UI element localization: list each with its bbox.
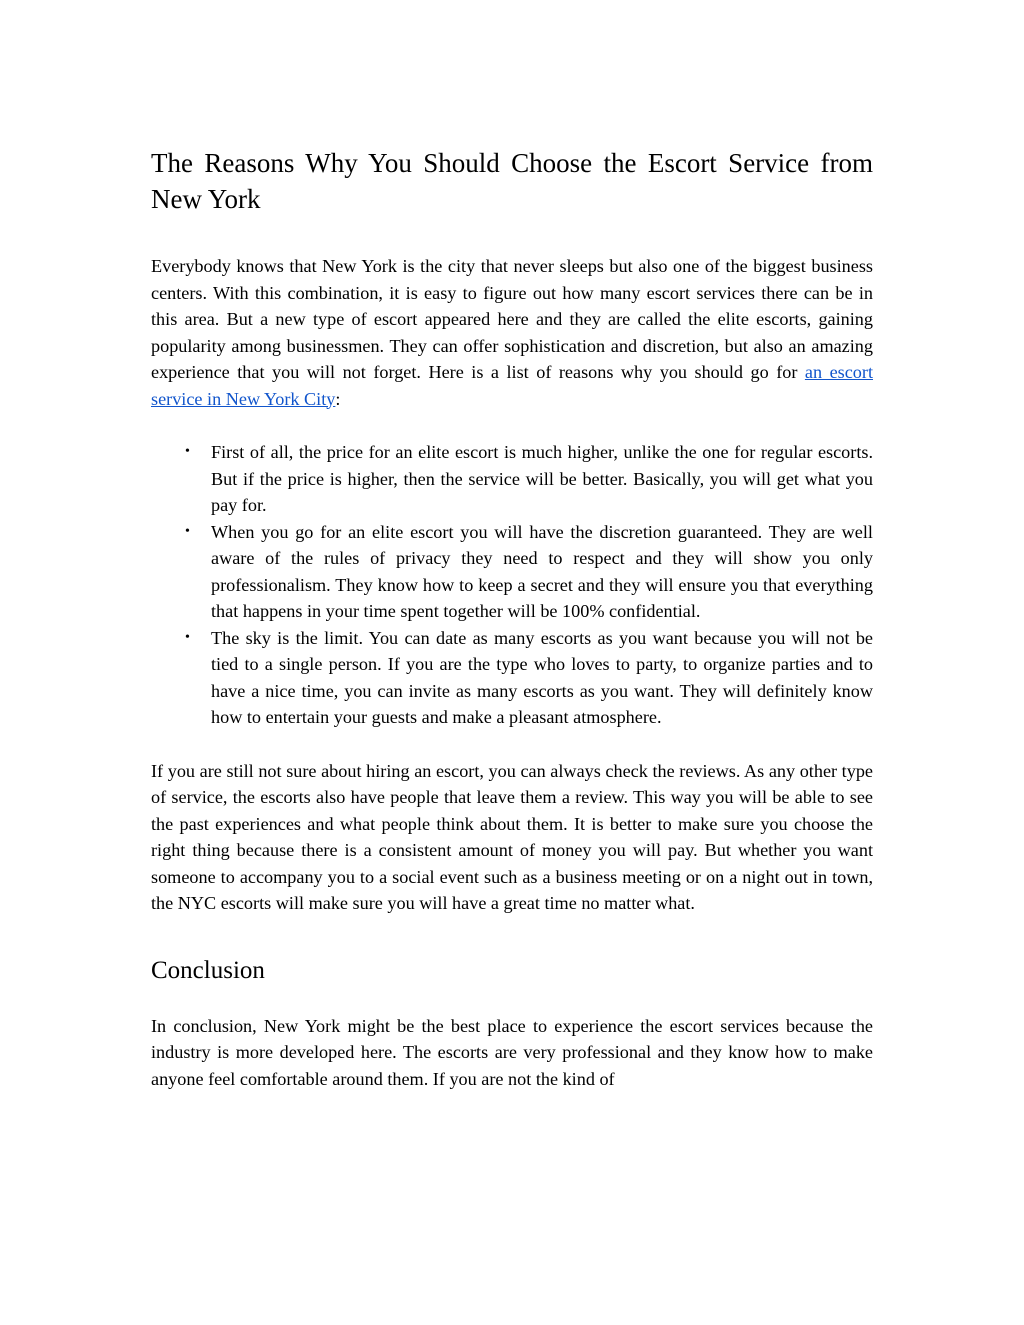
conclusion-paragraph: In conclusion, New York might be the best place to experience the escort services because the industry is more developed here. The escorts are very professional and they know how to make anyone feel comfortable around them. If you are not the kind of <box>151 1015 873 1089</box>
conclusion-heading: Conclusion <box>151 956 265 984</box>
title-line-2: New York <box>151 184 261 214</box>
document-page <box>151 145 873 1092</box>
intro-text: Everybody knows that New York is the city that never sleeps but also one of the biggest business centers. With this combination, it is easy to figure out how many escort services there can be in this area. But a new type of escort appeared here and they are called the elite escorts, gaining popularity among businessmen. They can offer sophistication and discretion, but also an amazing experience that you will not forget. Here is a list of reasons why you should go for <box>151 256 873 382</box>
bullet-icon: • <box>185 629 190 645</box>
page-title <box>151 145 873 217</box>
list-item <box>185 519 873 625</box>
escort-service-link[interactable]: an escort service in New York City <box>151 362 873 409</box>
bullet-icon: • <box>185 444 190 459</box>
reviews-paragraph: If you are still not sure about hiring an escort, you can always check the reviews. As any other type of service, the escorts also have people that leave them a review. This way you will be able to see the past experiences and what people think about them. It is better to make sure you choose the right thing because there is a consistent amount of money you will pay. But whether you want someone to accompany you to a social event such as a business meeting or on a night out in town, the NYC escorts will make sure you will have a great time no matter what. <box>151 760 873 913</box>
title-line-1: The Reasons Why You Should Choose the Escort Service from <box>151 148 873 178</box>
list-item-text: First of all, the price for an elite escort is much higher, unlike the one for regular escorts. But if the price is higher, then the service will be better. Basically, you will get what you pay for. <box>211 442 873 515</box>
intro-after-link: : <box>335 388 341 409</box>
list-item-text: The sky is the limit. You can date as many escorts as you want because you will not be tied to a single person. If you are the type who loves to party, to organize parties and to have a nice time, you can invite as many escorts as you want. They will definitely know how to entertain your guests and make a pleasant atmosphere. <box>211 627 873 727</box>
list-item <box>185 625 873 731</box>
reasons-list <box>151 439 873 731</box>
list-item <box>185 439 873 519</box>
list-item-text: When you go for an elite escort you will have the discretion guaranteed. They are well aware of the rules of privacy they need to respect and they will show you only professionalism. They know how to keep a secret and they will ensure you that everything that happens in your time spent together will be 100% confidential. <box>211 521 873 621</box>
bullet-icon: • <box>185 523 190 539</box>
intro-paragraph <box>151 253 873 412</box>
